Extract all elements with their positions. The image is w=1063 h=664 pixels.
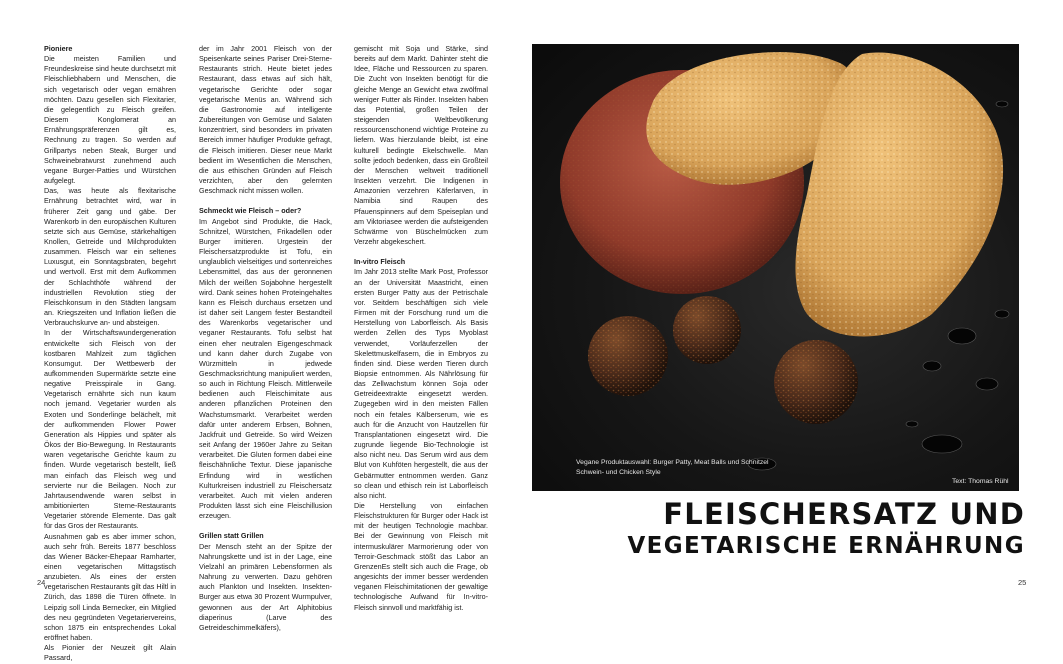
meatball — [588, 316, 668, 396]
paragraph: Ausnahmen gab es aber immer schon, auch sehr früh. Bereits 1877 beschloss das Wiener Bäcker-Ehepaar Ramharter, einen vegetarischen Mittagstisch anzubieten. Als eines der ersten vegetarischen Restaurants gilt das Hiltl in Zürich, das 1898 die Türen öffnete. In Leipzig soll Linda Bernecker, ein Mitglied des neu gegründeten Vegetariervereins, schon 1875 ein entsprechendes Lokal eröffnet haben. — [44, 531, 176, 643]
paragraph: In der Wirtschaftswundergeneration entwickelte sich Fleisch von der kostbaren Mahlzeit zum täglichen Konsumgut. Der Wettbewerb der aufkommenden Supermärkte setzte eine negative Preisspirale in Gang. Vegetarisch ernährte sich nun kaum noch jemand. Vegetarier wurden als Exoten und Sonderlinge belächelt, mit der aufkommenden Flower Power Generation als Hippies und später als Ökos der Bio-Bewegung. In Restaurants waren vegetarische Gerichte kaum zu finden. Wurde vegetarisch bestellt, ließ man einfach das Fleisch weg und servierte nur die Beilagen. Noch zur Jahrtausendwende waren selbst in ambitionierten Sterne-Restaurants Vegetarier störende Elemente. Das galt für das Gros der Restaurants. — [44, 328, 176, 531]
meatball — [774, 340, 858, 424]
meatball — [673, 296, 741, 364]
photo-credit: Text: Thomas Rühl — [952, 478, 1009, 485]
paragraph: Als Pionier der Neuzeit gilt Alain Passard, — [44, 643, 176, 663]
text-column-2 — [199, 44, 332, 633]
headline-line-2: VEGETARISCHE ERNÄHRUNG — [627, 533, 1025, 559]
text-column-3 — [354, 44, 488, 613]
headline-line-1: FLEISCHERSATZ UND — [663, 497, 1025, 531]
paragraph: gemischt mit Soja und Stärke, sind bereits auf dem Markt. Dahinter steht die Idee, Fläche und Ressourcen zu sparen. Die Zucht von Insekten benötigt für die gleiche Menge an Gewicht etwa zwölfmal weniger Futter als Rinder. Insekten haben das Potential, großen Teilen der steigenden Weltbevölkerung ressourcenschonend wichtige Proteine zu liefern. Was hierzulande bleibt, ist eine kulturell bedingte Ekelschwelle. Man sollte jedoch bedenken, dass ein Großteil der Menschen weltweit traditionell Insekten verzehrt. Die Indigenen in Amazonien verzehren Käferlarven, in Namibia sind Raupen des Pfauenspinners auf dem Speiseplan und am Viktoriasee werden die aufsteigenden Schwärme von Büschelmücken zum Verzehr abgekeschert. — [354, 44, 488, 246]
text-column-1 — [44, 44, 176, 664]
paragraph: Die meisten Familien und Freundeskreise sind heute durchsetzt mit Fleischliebhabern und Menschen, die sich vegetarisch oder vegan ernähren möchten. Dazu gesellen sich Flexitarier, die gelegentlich zu Fleisch greifen. Diesem Konglomerat an Ernährungspräferenzen gilt es, Rechnung zu tragen. So werden auf Grillpartys neben Steak, Burger und Schweinebratwurst zunehmend auch vegane Burger-Patties und Würstchen aufgelegt. — [44, 54, 176, 186]
page-headline — [575, 498, 1025, 562]
section-heading-in-vitro-fleisch: In-vitro Fleisch — [354, 257, 406, 267]
section-heading-grillen-statt-grillen: Grillen statt Grillen — [199, 531, 264, 541]
paragraph: Im Jahr 2013 stellte Mark Post, Professor an der Universität Maastricht, einen ersten Burger Patty aus der Petrischale vor. Seitdem beschäftigen sich viele Firmen mit der Forschung rund um die Herstellung von Laborfleisch. Als Basis werden Zellen des Typs Myoblast verwendet, Vorläuferzellen der Skelettmuskelfasern, die in Embryos zu finden sind. Diese werden Tieren durch Biopsie entnommen. Als Nährlösung für das Zellwachstum können Soja oder Getreideextrakte eingesetzt werden. Zugegeben wird in den meisten Fällen noch ein fetales Kälberserum, wie es auch für die Anzucht von Hautzellen für Transplantationen eingesetzt wird. Die zugrunde liegende Bio-Technologie ist also nicht neu. Das Serum wird aus dem Blut von Kuhföten hergestellt, die aus der Gebärmutter entnommen werden. Ganz so clean und ethisch rein ist Laborfleisch also nicht. — [354, 267, 488, 500]
paragraph: Der Mensch steht an der Spitze der Nahrungskette und ist in der Lage, eine Vielzahl an primären Lebensformen als Nahrung zu verwerten. Dazu gehören auch Plankton und Insekten. Insekten-Burger aus etwa 30 Prozent Wurmpulver, gewonnen aus der Art Alphitobius diaperinus (Larve des Getreideschimmelkäfers), — [199, 541, 332, 632]
food-photo — [532, 44, 1019, 491]
paragraph: Im Angebot sind Produkte, die Hack, Schnitzel, Würstchen, Frikadellen oder Burger imitieren. Urgestein der Fleischersatzprodukte ist Tofu, ein unglaublich vielseitiges und sortenreiches Lebensmittel, das aus der geronnenen Milch der weißen Sojabohne hergestellt wird. Dank seines hohen Proteingehaltes kann es Fleisch durchaus ersetzen und ist daher seit Langem fester Bestandteil des Warenkorbs vegetarischer und veganer Restaurants. Tofu selbst hat einen eher neutralen Eigengeschmack und kann daher durch Zugabe von Würzmitteln in jedwede Geschmacksrichtung manipuliert werden, so auch in Richtung Fleisch. Mittlerweile bedienen auch Fleischimitate aus anderen pflanzlichen Proteinen den Wachstumsmarkt. Verarbeitet werden dafür unter anderem Erbsen, Bohnen, Jackfruit und Getreide. So wird Weizen seit Anfang der 1960er Jahre zu Seitan verarbeitet. Die Gluten formen dabei eine fleischähnliche Textur. Diese japanische Erfindung wird in westlichen Kulturkreisen industriell zu Fleischersatz verarbeitet. Auch mit vielen anderen Produkten lässt sich eine Fleischillusion erzeugen. — [199, 216, 332, 521]
paragraph: Die Herstellung von einfachen Fleischstrukturen für Burger oder Hack ist mit der heutigen Technologie machbar. Bei der Gewinnung von Fleisch mit intermuskulärer Marmorierung oder von Terroir-Geschmack stößt das Labor an GrenzenEs stellt sich auch die Frage, ob angesichts der immer besser werdenden veganen Fleischimitationen der gewaltige technologische Aufwand für In-vitro-Fleisch sinnvoll und marktfähig ist. — [354, 501, 488, 612]
section-heading-schmeckt-wie-fleisch: Schmeckt wie Fleisch – oder? — [199, 206, 302, 216]
page-number-left: 24 — [37, 578, 46, 587]
section-heading-pioniere: Pioniere — [44, 44, 73, 53]
food-illustration — [532, 44, 1019, 491]
paragraph: Das, was heute als flexitarische Ernährung betrachtet wird, war in früherer Zeit gang und gäbe. Der Warenkorb in den europäischen Kulturen setzte sich aus Gemüse, stärkehaltigen Knollen, Getreide und Milchprodukten zusammen. Fleisch war ein seltenes Luxusgut, ein Sonntagsbraten, begehrt und wertvoll. Erst mit dem Aufkommen der Schlachthöfe während der industriellen Revolution stieg der Fleischkonsum in den Städten langsam an. Kriegszeiten und Inflation ließen die Verbrauchskurve an- und absteigen. — [44, 186, 176, 328]
photo-caption: Vegane Produktauswahl: Burger Patty, Meat Balls und Schnitzel Schwein- und Chicken Style — [576, 459, 769, 476]
page-number-right: 25 — [1018, 578, 1027, 587]
paragraph: der im Jahr 2001 Fleisch von der Speisenkarte seines Pariser Drei-Sterne-Restaurants strich. Heute bietet jedes Restaurant, dass etwas auf sich hält, vegetarische Gerichte oder sogar vegetarische Menüs an. Während sich die Gastronomie auf intelligente Zubereitungen von Gemüse und Salaten konzentriert, sind besonders im privaten Bereich immer häufiger Produkte gefragt, die Fleisch imitieren. Dieser neue Markt bedient im Wesentlichen die Menschen, die aus ethischen Gründen auf Fleisch verzichten, aber den gelernten Geschmack nicht missen wollen. — [199, 44, 332, 196]
